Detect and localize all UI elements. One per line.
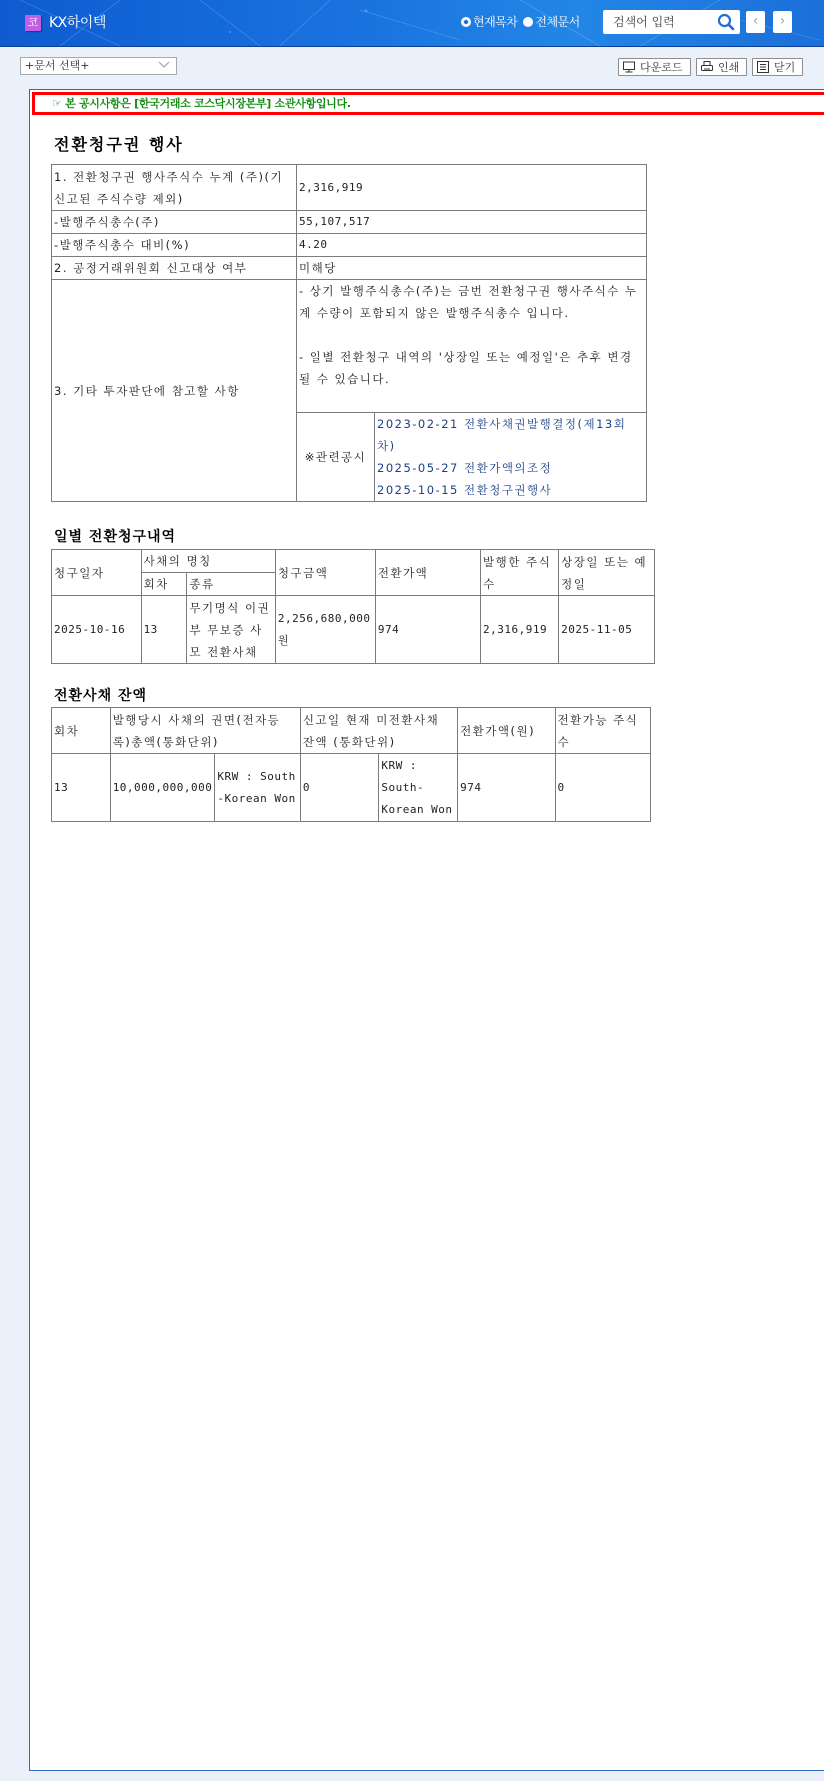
cell-face-total: 10,000,000,000 xyxy=(110,754,215,822)
top-header-bar xyxy=(0,0,824,47)
print-button[interactable] xyxy=(696,58,747,76)
cell-round: 13 xyxy=(52,754,111,822)
document-list-icon xyxy=(757,61,769,73)
row-label: -발행주식총수(주) xyxy=(52,211,297,234)
download-button[interactable] xyxy=(618,58,691,76)
cumulative-shares-value: 2,316,919 xyxy=(297,165,647,211)
row-label: -발행주식총수 대비(%) xyxy=(52,234,297,257)
table-row xyxy=(52,234,647,257)
cell-round: 13 xyxy=(141,596,187,664)
next-result-button[interactable]: › xyxy=(773,11,792,33)
company-name: KX하이텍 xyxy=(49,15,106,31)
section-title-bond-balance: 전환사채 잔액 xyxy=(54,688,148,704)
notice-text: 본 공시사항은 [한국거래소 코스닥시장본부] 소관사항입니다. xyxy=(65,97,351,110)
cell-convertible-shares: 0 xyxy=(555,754,650,822)
investment-notes xyxy=(297,280,647,413)
related-disclosure-links xyxy=(375,413,647,502)
jurisdiction-notice xyxy=(32,92,824,115)
search-input[interactable] xyxy=(611,14,720,30)
ftc-report-value: 미해당 xyxy=(297,257,647,280)
ratio-value: 4.20 xyxy=(297,234,647,257)
printer-icon xyxy=(701,61,713,73)
document-select[interactable] xyxy=(20,57,177,75)
header-round: 회차 xyxy=(52,708,111,754)
radio-label: 전체문서 xyxy=(535,15,580,29)
chevron-down-icon xyxy=(158,61,170,69)
search-scope xyxy=(461,13,580,30)
close-button[interactable] xyxy=(752,58,803,76)
cell-issued-shares: 2,316,919 xyxy=(481,596,559,664)
table-row xyxy=(52,754,651,822)
row-label: 2. 공정거래위원회 신고대상 여부 xyxy=(52,257,297,280)
header-round: 회차 xyxy=(141,573,187,596)
related-disclosure-label: ※관련공시 xyxy=(297,413,375,502)
daily-conversion-table xyxy=(51,549,655,664)
search-icon[interactable] xyxy=(717,13,735,31)
download-label: 다운로드 xyxy=(640,61,683,74)
section-title-daily-conversion: 일별 전환청구내역 xyxy=(54,529,177,545)
cell-claim-date: 2025-10-16 xyxy=(52,596,142,664)
radio-all-documents[interactable] xyxy=(523,13,579,30)
cell-face-currency: KRW : South-Korean Won xyxy=(215,754,300,822)
header-claim-amount: 청구금액 xyxy=(275,550,375,596)
related-link[interactable]: 2023-02-21 전환사채권발행결정(제13회차) xyxy=(377,417,627,453)
header-face-total: 발행당시 사채의 권면(전자등록)총액(통화단위) xyxy=(110,708,300,754)
cell-remaining-currency: KRW : South-Korean Won xyxy=(379,754,458,822)
note-paragraph: - 일별 전환청구 내역의 '상장일 또는 예정일'은 추후 변경될 수 있습니다. xyxy=(299,350,633,386)
row-label: 1. 전환청구권 행사주식수 누계 (주)(기 신고된 주식수량 제외) xyxy=(52,165,297,211)
header-issued-shares: 발행한 주식수 xyxy=(481,550,559,596)
note-paragraph: - 상기 발행주식총수(주)는 금번 전환청구권 행사주식수 누계 수량이 포함되지 않은 발행주식총수 입니다. xyxy=(299,284,638,320)
cell-type: 무기명식 이권부 무보증 사모 전환사채 xyxy=(187,596,276,664)
prev-result-button[interactable]: ‹ xyxy=(746,11,765,33)
cell-conversion-price: 974 xyxy=(375,596,480,664)
document-select-value: +문서 선택+ xyxy=(25,59,90,72)
row-label: 3. 기타 투자판단에 참고할 사항 xyxy=(52,280,297,502)
radio-unchecked-icon xyxy=(523,17,533,27)
header-convertible-shares: 전환가능 주식수 xyxy=(555,708,650,754)
cell-conversion-price: 974 xyxy=(458,754,555,822)
table-row xyxy=(52,596,655,664)
radio-label: 현재목차 xyxy=(473,15,518,29)
company-badge: 코 xyxy=(25,15,41,31)
search-box xyxy=(603,10,740,34)
close-label: 닫기 xyxy=(774,61,796,74)
related-link[interactable]: 2025-05-27 전환가액의조정 xyxy=(377,461,553,475)
pointing-hand-icon: ☞ xyxy=(52,97,62,110)
header-listing-date: 상장일 또는 예정일 xyxy=(559,550,655,596)
document-viewer[interactable] xyxy=(29,89,824,1771)
header-type: 종류 xyxy=(187,573,276,596)
header-conversion-price: 전환가액(원) xyxy=(458,708,555,754)
cell-remaining: 0 xyxy=(300,754,378,822)
table-header-row xyxy=(52,708,651,754)
monitor-icon xyxy=(623,61,635,73)
header-bond-name: 사채의 명칭 xyxy=(141,550,275,573)
table-header-row xyxy=(52,550,655,573)
radio-current-toc[interactable] xyxy=(461,13,517,30)
table-row xyxy=(52,165,647,211)
header-conversion-price: 전환가액 xyxy=(375,550,480,596)
related-link[interactable]: 2025-10-15 전환청구권행사 xyxy=(377,483,553,497)
conversion-exercise-table xyxy=(51,164,647,502)
cell-claim-amount: 2,256,680,000원 xyxy=(275,596,375,664)
cell-listing-date: 2025-11-05 xyxy=(559,596,655,664)
table-row xyxy=(52,257,647,280)
section-title-conversion-exercise: 전환청구권 행사 xyxy=(54,135,184,154)
print-label: 인쇄 xyxy=(718,61,740,74)
table-row xyxy=(52,211,647,234)
radio-checked-icon xyxy=(461,17,471,27)
header-remaining-balance: 신고일 현재 미전환사채 잔액 (통화단위) xyxy=(300,708,457,754)
total-issued-shares-value: 55,107,517 xyxy=(297,211,647,234)
header-claim-date: 청구일자 xyxy=(52,550,142,596)
bond-balance-table xyxy=(51,707,651,822)
table-row xyxy=(52,280,647,413)
